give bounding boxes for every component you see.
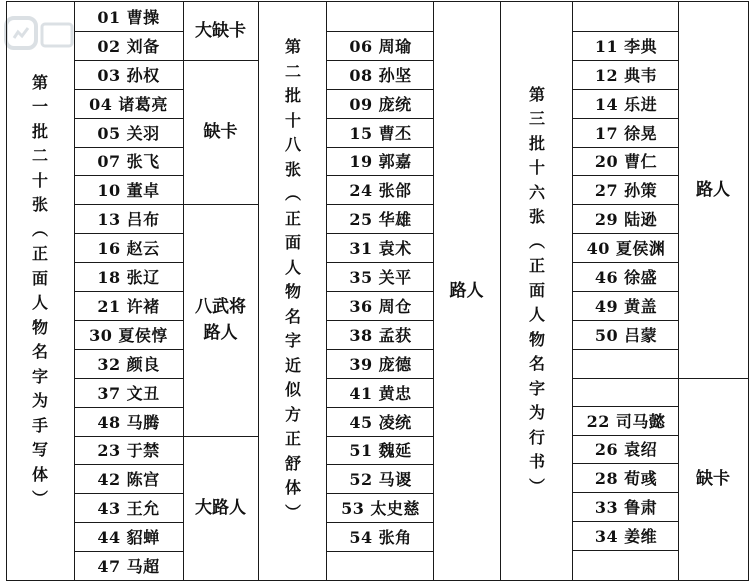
card-entry: 41 黄忠 xyxy=(349,383,412,403)
column-divider xyxy=(678,1,679,581)
card-entry: 32 颜良 xyxy=(97,354,160,374)
group-label-missing: 缺卡 xyxy=(696,468,730,489)
card-entry: 22 司马懿 xyxy=(586,411,666,431)
group-label-common: 路人 xyxy=(449,281,484,301)
card-entry: 29 陆逊 xyxy=(594,210,658,230)
card-entry: 27 孙策 xyxy=(594,181,658,201)
card-entry: 08 孙坚 xyxy=(349,65,412,85)
group-label-common: 路人 xyxy=(696,179,730,200)
card-entry: 50 吕蒙 xyxy=(594,325,658,345)
row-divider xyxy=(326,31,433,32)
row-divider xyxy=(183,436,258,437)
row-divider xyxy=(74,378,183,379)
card-entry: 04 诸葛亮 xyxy=(89,94,168,114)
card-entry: 34 姜维 xyxy=(594,527,658,547)
card-entry: 13 吕布 xyxy=(97,210,160,230)
row-divider xyxy=(74,118,183,119)
row-divider xyxy=(183,204,258,205)
row-divider xyxy=(572,435,678,436)
card-entry: 45 凌统 xyxy=(349,412,412,432)
card-entry: 44 貂蝉 xyxy=(97,528,160,548)
card-entry: 28 荀彧 xyxy=(594,469,658,489)
row-divider xyxy=(572,378,748,379)
group-label-big-missing: 大缺卡 xyxy=(195,20,246,41)
card-entry: 40 夏侯渊 xyxy=(586,239,666,259)
row-divider xyxy=(572,60,678,61)
row-divider xyxy=(326,60,433,61)
row-divider xyxy=(6,1,748,2)
card-entry: 31 袁术 xyxy=(349,239,412,259)
row-divider xyxy=(326,147,433,148)
row-divider xyxy=(326,291,433,292)
card-entry: 25 华雄 xyxy=(349,210,412,230)
card-entry: 26 袁绍 xyxy=(594,440,658,460)
row-divider xyxy=(326,320,433,321)
card-entry: 30 夏侯惇 xyxy=(89,325,168,345)
card-entry: 03 孙权 xyxy=(97,65,160,85)
row-divider xyxy=(572,118,678,119)
row-divider xyxy=(74,436,183,437)
row-divider xyxy=(74,204,183,205)
row-divider xyxy=(326,262,433,263)
card-entry: 38 孟获 xyxy=(349,325,412,345)
card-entry: 43 王允 xyxy=(97,499,160,519)
row-divider xyxy=(572,406,678,407)
row-divider xyxy=(572,204,678,205)
row-divider xyxy=(572,349,678,350)
row-divider xyxy=(326,378,433,379)
column-divider xyxy=(500,1,501,581)
batch-1-title: 第 一 批 二 十 张 ︵ 正 面 人 物 名 字 为 手 写 体 ︶ xyxy=(31,72,48,508)
row-divider xyxy=(326,233,433,234)
row-divider xyxy=(572,175,678,176)
card-entry: 14 乐进 xyxy=(594,94,658,114)
card-entry: 52 马谡 xyxy=(349,470,412,490)
row-divider xyxy=(572,262,678,263)
row-divider xyxy=(74,464,183,465)
row-divider xyxy=(326,551,433,552)
card-entry: 49 黄盖 xyxy=(594,296,658,316)
batch-2-title: 第 二 批 十 八 张 ︵ 正 面 人 物 名 字 近 似 方 正 舒 体 ︶ xyxy=(284,37,301,522)
card-entry: 12 典韦 xyxy=(594,65,658,85)
card-entry: 47 马超 xyxy=(97,557,160,577)
row-divider xyxy=(572,291,678,292)
row-divider xyxy=(326,349,433,350)
row-divider xyxy=(74,262,183,263)
card-entry: 17 徐晃 xyxy=(594,123,658,143)
card-entry: 05 关羽 xyxy=(97,123,160,143)
row-divider xyxy=(74,175,183,176)
card-entry: 37 文丑 xyxy=(97,383,160,403)
card-entry: 21 许褚 xyxy=(97,296,160,316)
card-entry: 39 庞德 xyxy=(349,354,412,374)
column-divider xyxy=(433,1,434,581)
column-divider xyxy=(6,1,7,581)
row-divider xyxy=(74,522,183,523)
card-entry: 09 庞统 xyxy=(349,94,412,114)
group-label-missing: 缺卡 xyxy=(203,122,238,143)
row-divider xyxy=(572,31,678,32)
row-divider xyxy=(74,31,183,32)
row-divider xyxy=(572,89,678,90)
row-divider xyxy=(572,320,678,321)
row-divider xyxy=(572,492,678,493)
card-entry: 06 周瑜 xyxy=(349,36,412,56)
row-divider xyxy=(74,147,183,148)
card-entry: 24 张郃 xyxy=(349,181,412,201)
row-divider xyxy=(572,550,678,551)
row-divider xyxy=(326,436,433,437)
row-divider xyxy=(326,175,433,176)
row-divider xyxy=(572,233,678,234)
card-entry: 19 郭嘉 xyxy=(349,152,412,172)
row-divider xyxy=(183,60,258,61)
group-label-eight-generals: 八武将 路人 xyxy=(195,296,246,343)
row-divider xyxy=(74,89,183,90)
card-entry: 51 魏延 xyxy=(349,441,412,461)
row-divider xyxy=(572,463,678,464)
row-divider xyxy=(74,407,183,408)
card-entry: 36 周仓 xyxy=(349,296,412,316)
card-entry: 23 于禁 xyxy=(97,441,160,461)
card-entry: 54 张角 xyxy=(349,528,412,548)
row-divider xyxy=(74,291,183,292)
card-entry: 01 曹操 xyxy=(97,7,160,27)
row-divider xyxy=(326,493,433,494)
column-divider xyxy=(748,1,749,581)
column-divider xyxy=(183,1,184,581)
card-entry: 53 太史慈 xyxy=(341,499,420,519)
card-entry: 11 李典 xyxy=(594,36,658,56)
row-divider xyxy=(326,464,433,465)
batch-3-title: 第 三 批 十 六 张 ︵ 正 面 人 物 名 字 为 行 书 ︶ xyxy=(528,84,545,496)
row-divider xyxy=(572,521,678,522)
card-entry: 10 董卓 xyxy=(97,181,160,201)
row-divider xyxy=(74,551,183,552)
card-entry: 48 马腾 xyxy=(97,412,160,432)
card-entry: 20 曹仁 xyxy=(594,152,658,172)
row-divider xyxy=(326,407,433,408)
row-divider xyxy=(572,147,678,148)
card-entry: 16 赵云 xyxy=(97,239,160,259)
row-divider xyxy=(74,233,183,234)
group-label-big-common: 大路人 xyxy=(195,497,246,518)
row-divider xyxy=(326,522,433,523)
card-entry: 02 刘备 xyxy=(97,36,160,56)
row-divider xyxy=(74,493,183,494)
row-divider xyxy=(74,349,183,350)
row-divider xyxy=(74,60,183,61)
card-entry: 18 张辽 xyxy=(97,268,160,288)
row-divider xyxy=(326,204,433,205)
row-divider xyxy=(74,320,183,321)
card-entry: 15 曹丕 xyxy=(349,123,412,143)
row-divider xyxy=(326,89,433,90)
card-entry: 42 陈宫 xyxy=(97,470,160,490)
column-divider xyxy=(258,1,259,581)
row-divider xyxy=(326,118,433,119)
card-entry: 35 关平 xyxy=(349,268,412,288)
card-entry: 46 徐盛 xyxy=(594,268,658,288)
card-entry: 33 鲁肃 xyxy=(594,498,658,518)
card-entry: 07 张飞 xyxy=(97,152,160,172)
